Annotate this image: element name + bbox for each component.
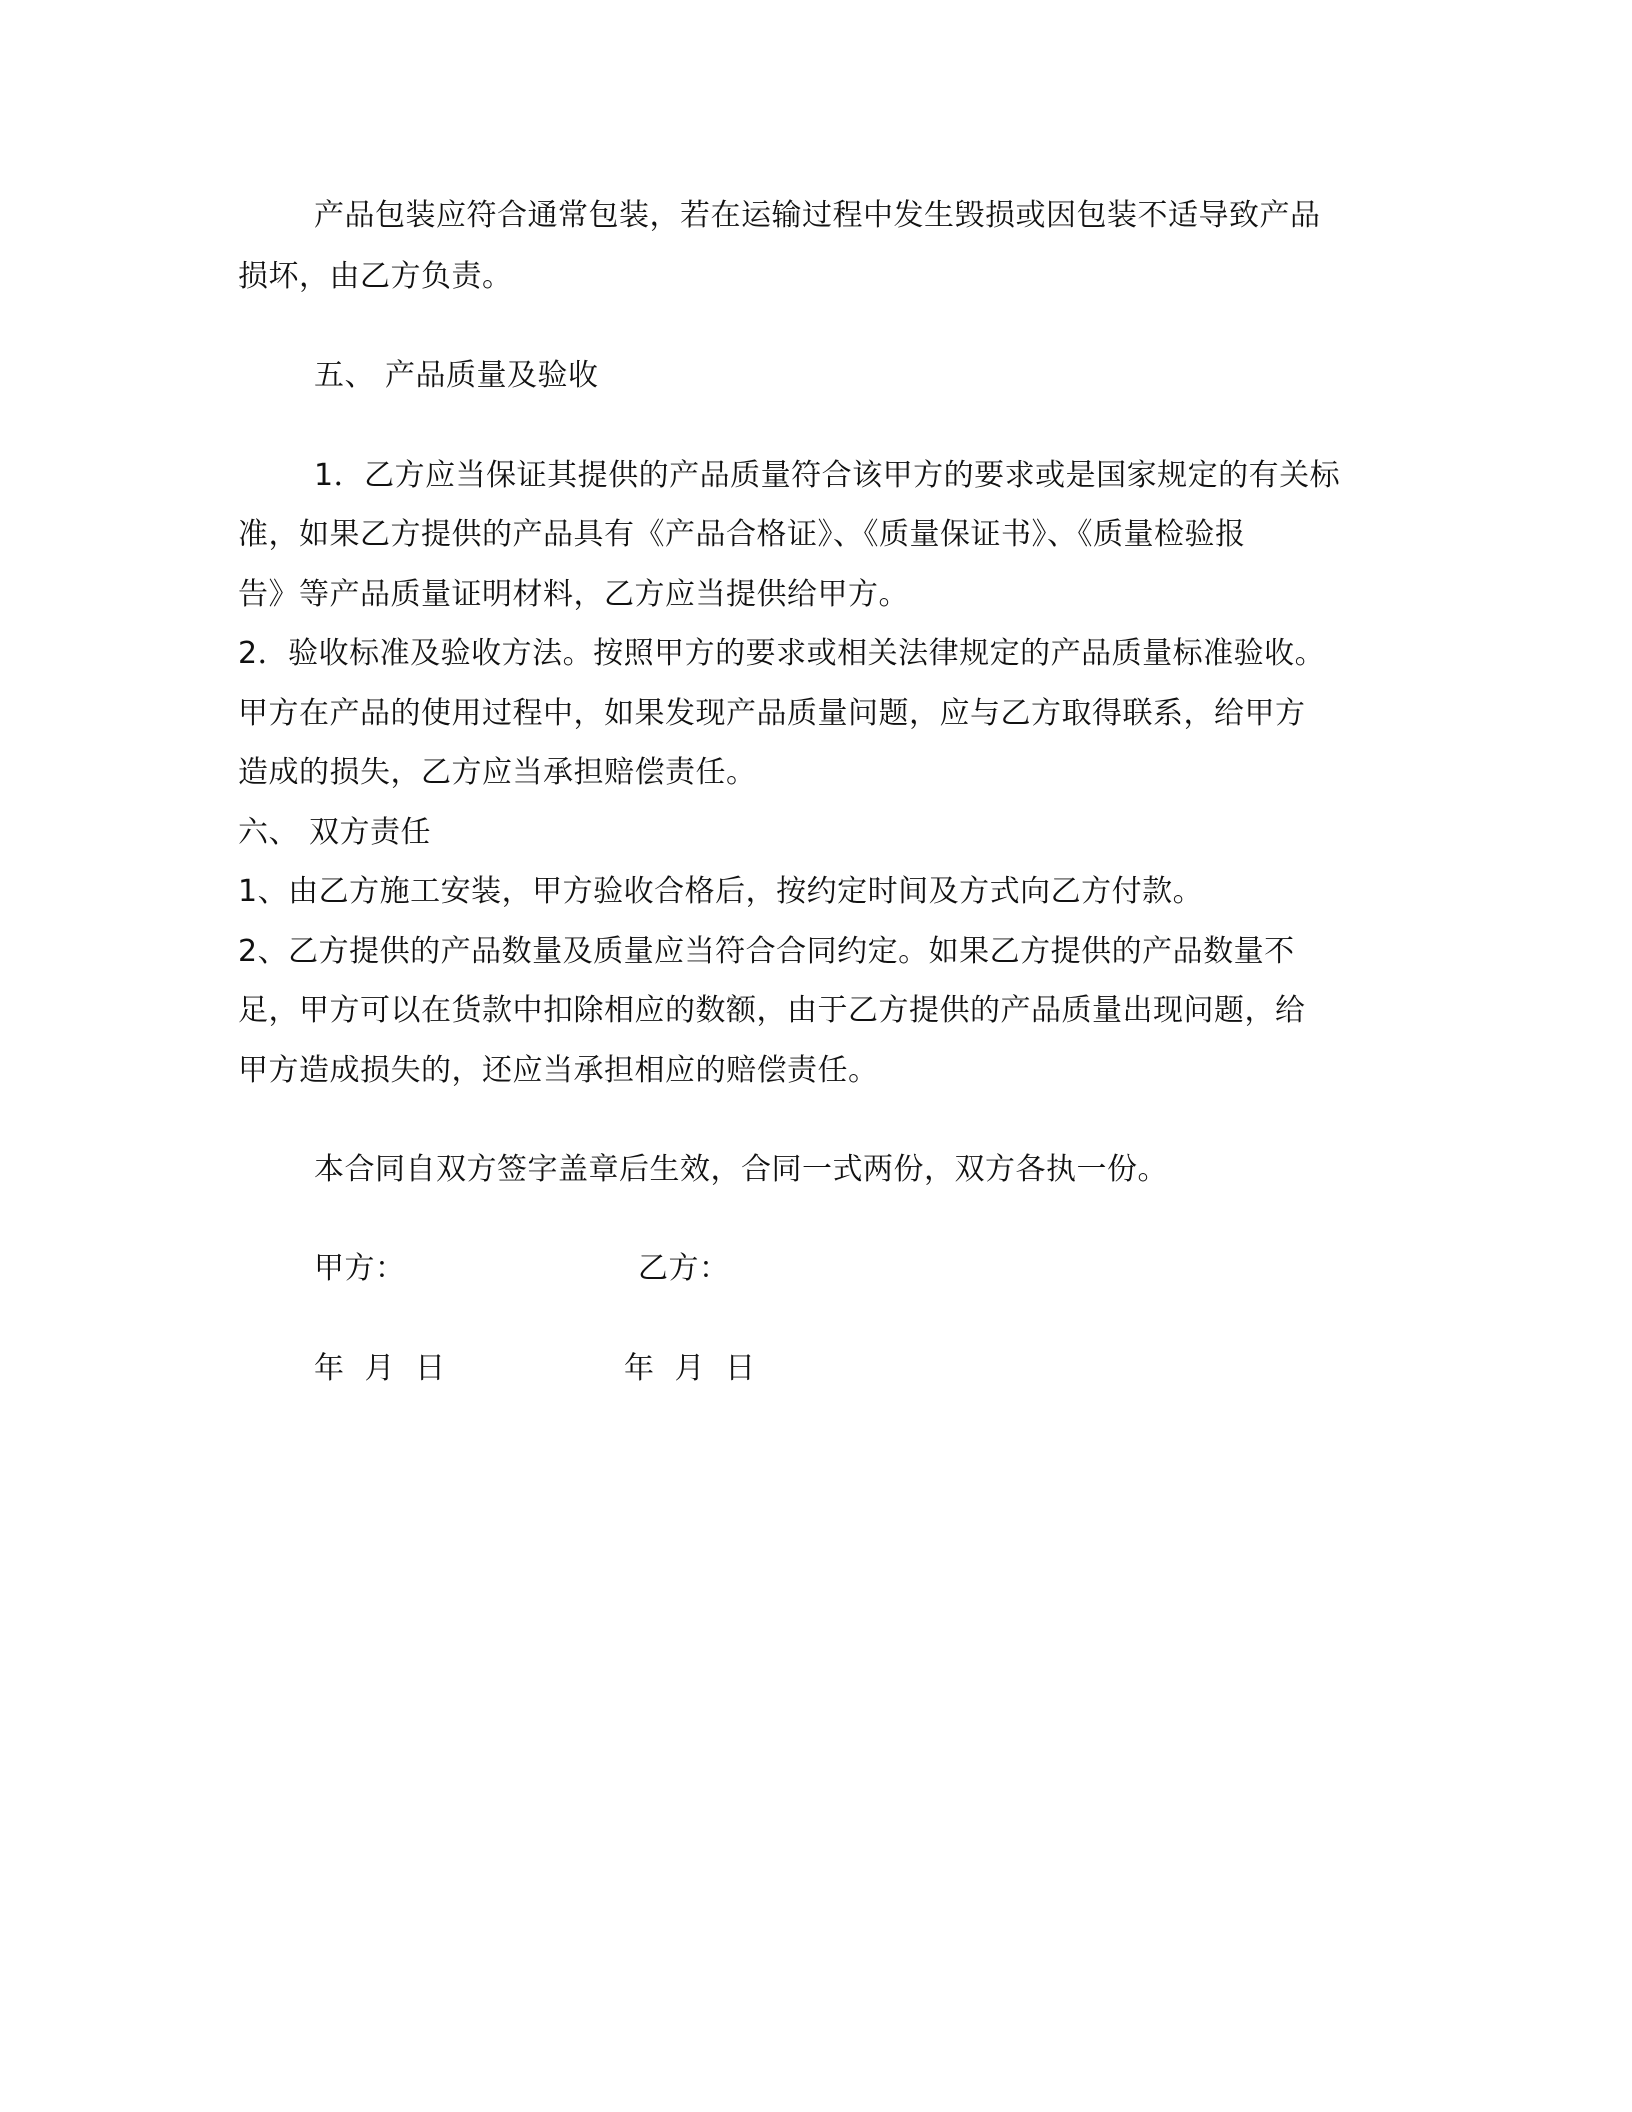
party-a-date-label: 年 月 日 [314,1351,446,1386]
section-6-item-2-line-3: 甲方造成损失的，还应当承担相应的赔偿责任。 [238,1053,879,1088]
section-6-item-2-line-2: 足，甲方可以在货款中扣除相应的数额，由于乙方提供的产品质量出现问题，给 [238,993,1306,1028]
party-b-date-label: 年 月 日 [624,1351,756,1386]
section-5-item-1-line-3: 告》等产品质量证明材料，乙方应当提供给甲方。 [238,577,909,612]
section-5-item-2-line-1: 2．验收标准及验收方法。按照甲方的要求或相关法律规定的产品质量标准验收。 [238,636,1326,671]
section-6-item-1: 1、由乙方施工安装，甲方验收合格后，按约定时间及方式向乙方付款。 [238,874,1204,909]
section-5-heading: 五、 产品质量及验收 [314,358,599,393]
section-5-item-1-line-2: 准，如果乙方提供的产品具有《产品合格证》、《质量保证书》、《质量检验报 [238,517,1246,552]
packaging-paragraph-line-2: 损坏，由乙方负责。 [238,259,513,294]
party-a-signature-label: 甲方： [314,1251,406,1286]
packaging-paragraph-line-1: 产品包装应符合通常包装，若在运输过程中发生毁损或因包装不适导致产品 [314,198,1321,233]
section-5-item-2-line-3: 造成的损失，乙方应当承担赔偿责任。 [238,755,757,790]
section-5-item-2-line-2: 甲方在产品的使用过程中，如果发现产品质量问题，应与乙方取得联系，给甲方 [238,696,1306,731]
section-6-heading: 六、 双方责任 [238,815,432,850]
section-6-item-2-line-1: 2、乙方提供的产品数量及质量应当符合合同约定。如果乙方提供的产品数量不 [238,934,1295,969]
closing-statement: 本合同自双方签字盖章后生效，合同一式两份，双方各执一份。 [314,1152,1168,1187]
party-b-signature-label: 乙方： [638,1251,730,1286]
section-5-item-1-line-1: 1．乙方应当保证其提供的产品质量符合该甲方的要求或是国家规定的有关标 [314,458,1341,493]
